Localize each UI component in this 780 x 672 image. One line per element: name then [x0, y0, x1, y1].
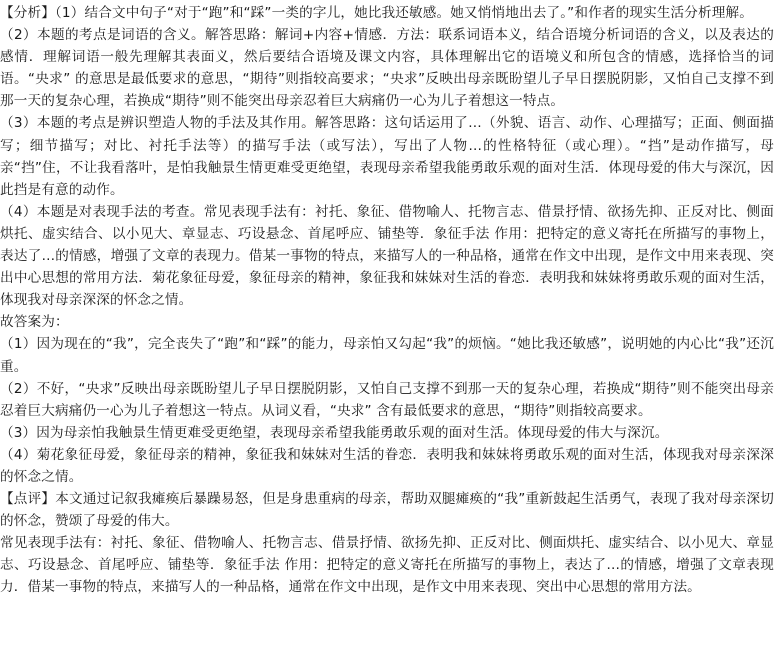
comment-paragraph-1: 【点评】本文通过记叙我瘫痪后暴躁易怒，但是身患重病的母亲，帮助双腿瘫痪的“我”重新鼓起生活勇气，表现了我对母亲深切的怀念，赞颂了母爱的伟大。 — [0, 491, 774, 530]
analysis-paragraph-4: （4）本题是对表现手法的考查。常见表现手法有：衬托、象征、借物喻人、托物言志、借景抒情、欲扬先抑、正反对比、侧面烘托、虚实结合、以小见大、章显志、巧设悬念、首尾呼应、铺垫等．象征手法 作用：把特定的意义寄托在所描写的事物上，表达了…的情感，增强了文章的表现力。借某一事物的特点，来描写人的一种品格，通常在作文中出现，是作文中用来表现、突出中心思想的常用方法．菊花象征母爱，象征母亲的精神，象征我和妹妹对生活的眷恋．表明我和妹妹将勇敢乐观的面对生活，体现我对母亲深深的怀念之情。 — [0, 203, 774, 309]
comment-paragraph-2: 常见表现手法有：衬托、象征、借物喻人、托物言志、借景抒情、欲扬先抑、正反对比、侧面烘托、虚实结合、以小见大、章显志、巧设悬念、首尾呼应、铺垫等．象征手法 作用：把特定的意义寄托在所描写的事物上，表达了…的情感，增强了文章表现力．借某一事物的特点，来描写人的一种品格，通常在作文中出现，是作文中用来表现、突出中心思想的常用方法。 — [0, 535, 774, 596]
answer-2: （2）不好，“央求”反映出母亲既盼望儿子早日摆脱阴影，又怕自己支撑不到那一天的复杂心理，若换成“期待”则不能突出母亲忍着巨大病痛仍一心为儿子着想这一特点。从词义看，“央求” 含有最低要求的意思，“期待”则指较高要求。 — [0, 380, 774, 419]
answer-4: （4）菊花象征母爱，象征母亲的精神，象征我和妹妹对生活的眷恋．表明我和妹妹将勇敢乐观的面对生活，体现我对母亲深深的怀念之情。 — [0, 446, 774, 485]
answer-3: （3）因为母亲怕我触景生情更难受更绝望，表现母亲希望我能勇敢乐观的面对生活。体现母爱的伟大与深沉。 — [0, 424, 669, 441]
analysis-paragraph-1: 【分析】（1）结合文中句子“对于“跑”和“踩”一类的字儿，她比我还敏感。她又悄悄地出去了。”和作者的现实生活分析理解。 — [0, 5, 754, 21]
answer-1: （1）因为现在的“我”，完全丧失了“跑”和“踩”的能力，母亲怕又勾起“我”的烦恼。“她比我还敏感”，说明她的内心比“我”还沉重。 — [0, 336, 774, 375]
analysis-paragraph-2: （2）本题的考点是词语的含义。解答思路：解词+内容+情感．方法：联系词语本义，结合语境分析词语的含义，以及表达的感情．理解词语一般先理解其表面义，然后要结合语境及课文内容，具体理解出它的语境义和所包含的情感，选择恰当的词语。“央求” 的意思是最低要求的意思，“期待”则指较高要求；“央求”反映出母亲既盼望儿子早日摆脱阴影，又怕自己支撑不到那一天的复杂心理，若换成“期待”则不能突出母亲忍着巨大病痛仍一心为儿子着想这一特点。 — [0, 27, 774, 110]
analysis-paragraph-3: （3）本题的考点是辨识塑造人物的手法及其作用。解答思路：这句话运用了…（外貌、语言、动作、心理描写；正面、侧面描写；细节描写；对比、衬托手法等）的描写手法（或写法），写出了人物…的性格特征（或心理）。“挡”是动作描写，母亲“挡”住，不让我看落叶，是怕我触景生情更难受更绝望，表现母亲希望我能勇敢乐观的面对生活．体现母爱的伟大与深沉，因此挡是有意的动作。 — [0, 115, 774, 198]
answer-heading: 故答案为： — [0, 314, 69, 331]
